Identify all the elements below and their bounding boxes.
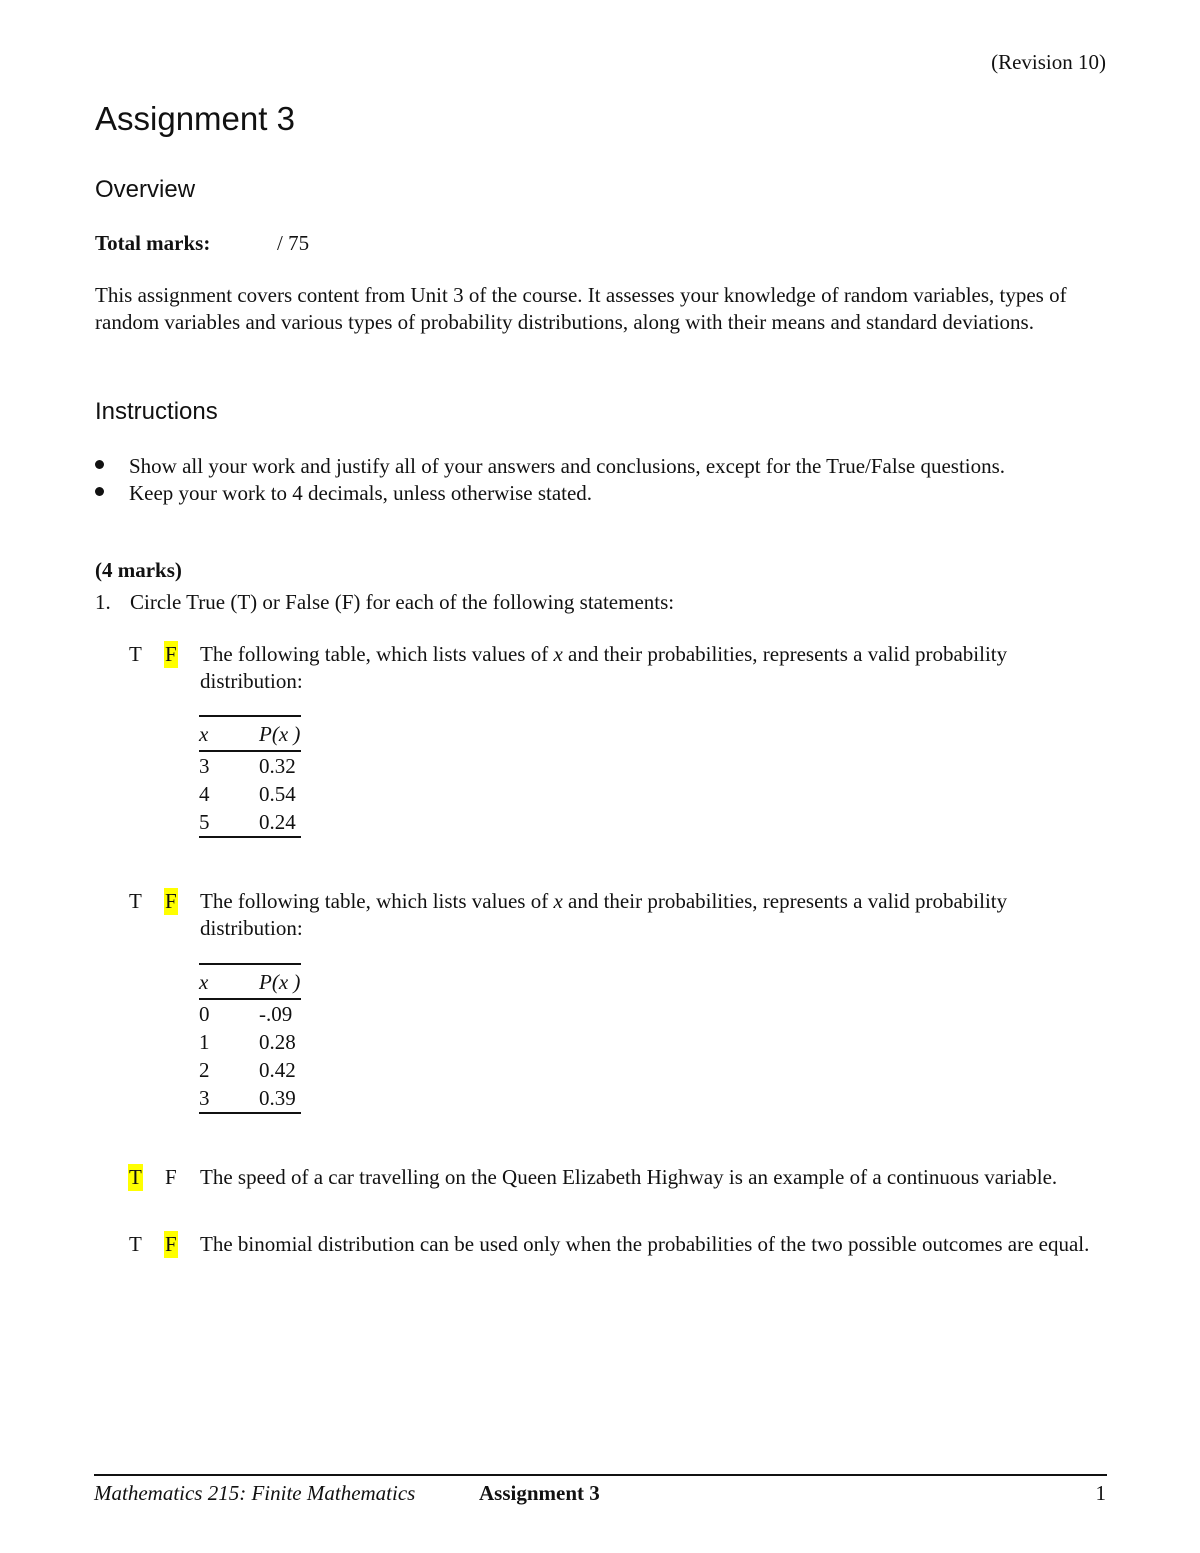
variable-x: x [553,642,563,666]
cell-x: 1 [199,1030,210,1054]
table-header-px: P(x ) [259,970,301,994]
cell-x: 5 [199,810,210,834]
total-marks-label: Total marks: [95,231,211,255]
true-option-selected[interactable]: T [129,1165,142,1189]
cell-x: 2 [199,1058,210,1082]
table-header-x: x [199,722,209,746]
document-title: Assignment 3 [95,100,295,137]
statement-text-part: The following table, which lists values of [200,642,554,666]
false-option-selected[interactable]: F [165,1232,177,1256]
total-marks-row [95,231,309,256]
instructions-heading: Instructions [95,398,218,425]
bullet-icon [95,487,104,496]
cell-x: 3 [199,1086,210,1110]
question-prompt: Circle True (T) or False (F) for each of the following statements: [130,590,675,614]
false-option-selected[interactable]: F [165,642,177,666]
distribution-table-1 [199,715,301,838]
statement-text-part: and their probabilities, represents a valid probability distribution: [200,642,1008,693]
cell-x: 4 [199,782,210,806]
true-option[interactable]: T [129,642,142,666]
total-marks-value: / 75 [277,231,310,255]
table-row [199,780,301,808]
footer-course-title: Mathematics 215: Finite Mathematics [94,1481,416,1505]
footer-assignment-title: Assignment 3 [479,1481,600,1505]
cell-x: 0 [199,1002,210,1026]
table-row [199,1084,301,1113]
cell-px: 0.28 [259,1030,296,1054]
variable-x: x [553,889,563,913]
cell-px: -.09 [259,1002,293,1026]
table-row [199,808,301,837]
distribution-table-2 [199,963,301,1114]
false-option[interactable]: F [165,1165,177,1189]
statement-text-part: and their probabilities, represents a valid probability distribution: [200,889,1008,940]
table-row [199,1056,301,1084]
question-marks: (4 marks) [95,558,182,582]
statement-text: The binomial distribution can be used only when the probabilities of the two possible outcomes are equal. [200,1232,1090,1256]
instruction-text: Show all your work and justify all of your answers and conclusions, except for the True/False questions. [129,454,1006,478]
statement-text [200,641,1110,695]
revision-label: (Revision 10) [991,50,1106,74]
cell-px: 0.24 [259,810,296,834]
table-header-px: P(x ) [259,722,301,746]
statement-text-part: The following table, which lists values of [200,889,554,913]
instructions-list [95,453,1110,507]
table-header-x: x [199,970,209,994]
cell-px: 0.54 [259,782,296,806]
table-row [199,999,301,1028]
true-option[interactable]: T [129,1232,142,1256]
footer-divider [94,1474,1107,1476]
table-row [199,1028,301,1056]
instruction-text: Keep your work to 4 decimals, unless otherwise stated. [129,481,593,505]
list-item [95,453,1110,480]
cell-px: 0.42 [259,1058,296,1082]
true-option[interactable]: T [129,889,142,913]
intro-paragraph: This assignment covers content from Unit 3 of the course. It assesses your knowledge of random variables, types of random variables and various types of probability distributions, along with their means and standard deviations. [95,283,1067,334]
statement-text [200,888,1110,942]
cell-x: 3 [199,754,210,778]
page-number: 1 [1095,1481,1106,1505]
cell-px: 0.32 [259,754,296,778]
cell-px: 0.39 [259,1086,296,1110]
statement-text: The speed of a car travelling on the Queen Elizabeth Highway is an example of a continuous variable. [200,1165,1058,1189]
bullet-icon [95,460,104,469]
question-number: 1. [95,590,111,614]
table-row [199,751,301,780]
overview-heading: Overview [95,176,196,203]
false-option-selected[interactable]: F [165,889,177,913]
list-item [95,480,1110,507]
